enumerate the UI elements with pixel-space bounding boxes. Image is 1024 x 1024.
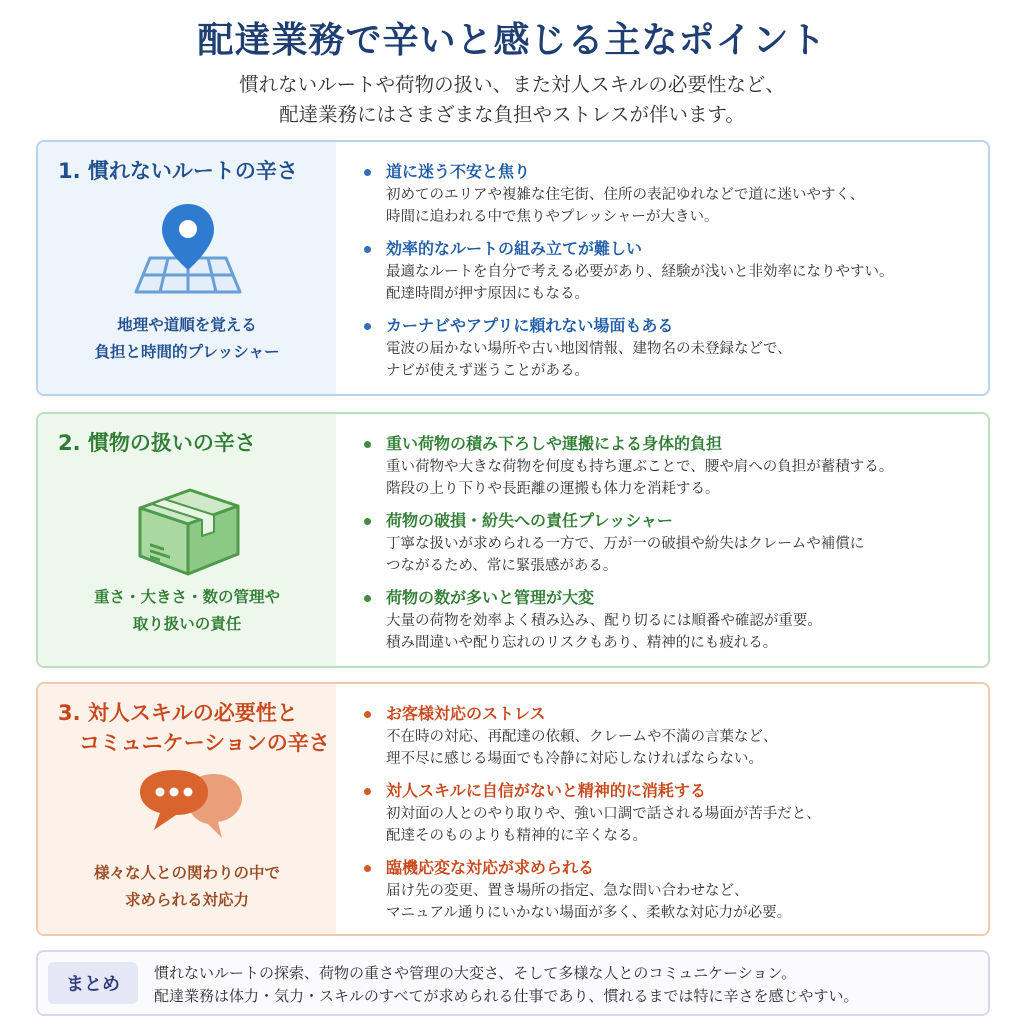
- item-heading: 効率的なルートの組み立てが難しい: [386, 239, 643, 258]
- item-body: [386, 610, 982, 654]
- section-title-line: 1. 慣れないルートの辛さ: [58, 159, 298, 183]
- section-caption: [38, 312, 336, 366]
- section-communication: [36, 682, 990, 936]
- summary-text: [154, 962, 859, 1008]
- list-item: [362, 586, 982, 654]
- list-item: [362, 237, 982, 305]
- list-item: [362, 314, 982, 382]
- section-title-line: 2. 慣物の扱いの辛さ: [58, 431, 256, 455]
- summary-line: 慣れないルートの探索、荷物の重さや管理の大変さ、そして多様な人とのコミュニケーション。: [154, 964, 797, 982]
- summary-line: 配達業務は体力・気力・スキルのすべてが求められる仕事であり、慣れるまでは特に辛さを感じやすい。: [154, 987, 859, 1005]
- item-body-line: 階段の上り下りや長距離の運搬も体力を消耗する。: [386, 481, 720, 497]
- section-route: [36, 140, 990, 396]
- page-title: 配達業務で辛いと感じる主なポイント: [197, 20, 827, 61]
- page-subtitle: [0, 70, 1024, 130]
- caption-line: 負担と時間的プレッシャー: [94, 343, 280, 361]
- caption-line: 求められる対応力: [124, 891, 249, 909]
- section-title-line: コミュニケーションの辛さ: [58, 731, 330, 755]
- item-body-line: 丁寧な扱いが求められる一方で、万が一の破損や紛失はクレームや補償に: [386, 536, 865, 552]
- item-body-line: 不在時の対応、再配達の依頼、クレームや不満の言葉など、: [386, 729, 778, 745]
- list-item: [362, 779, 982, 847]
- section-communication-panel: [38, 684, 336, 934]
- item-body-line: 配達そのものよりも精神的に辛くなる。: [386, 828, 647, 844]
- item-body: [386, 880, 982, 924]
- section-package: [36, 412, 990, 668]
- item-heading: カーナビやアプリに頼れない場面もある: [386, 316, 674, 335]
- item-body: [386, 726, 982, 770]
- section-caption: [38, 584, 336, 638]
- map-pin-icon: [132, 200, 244, 296]
- summary-box: [36, 950, 990, 1016]
- item-body-line: 積み間違いや配り忘れのリスクもあり、精神的にも疲れる。: [386, 635, 778, 651]
- item-body: [386, 533, 982, 577]
- item-heading: 荷物の数が多いと管理が大変: [386, 588, 595, 607]
- chat-bubbles-icon: [136, 768, 248, 852]
- item-body-line: 初めてのエリアや複雑な住宅街、住所の表記ゆれなどで道に迷いやすく、: [386, 187, 865, 203]
- item-body-line: 大量の荷物を効率よく積み込み、配り切るには順番や確認が重要。: [386, 613, 822, 629]
- item-body-line: 配達時間が押す原因にもなる。: [386, 286, 589, 302]
- list-item: [362, 702, 982, 770]
- caption-line: 地理や道順を覚える: [117, 316, 257, 334]
- caption-line: 取り扱いの責任: [132, 615, 242, 633]
- item-heading: 荷物の破損・紛失への責任プレッシャー: [386, 511, 673, 530]
- item-body-line: 重い荷物や大きな荷物を何度も持ち運ぶことで、腰や肩への負担が蓄積する。: [386, 459, 894, 475]
- point-list: [362, 160, 982, 391]
- item-body-line: 理不尽に感じる場面でも冷静に対応しなければならない。: [386, 751, 763, 767]
- point-list: [362, 702, 982, 933]
- item-body: [386, 338, 982, 382]
- list-item: [362, 509, 982, 577]
- item-body-line: 届け先の変更、置き場所の指定、急な問い合わせなど、: [386, 883, 749, 899]
- list-item: [362, 432, 982, 500]
- section-package-panel: [38, 414, 336, 666]
- item-heading: 臨機応変な対応が求められる: [386, 858, 595, 877]
- item-body-line: つながるため、常に緊張感がある。: [386, 558, 618, 574]
- caption-line: 様々な人との関わりの中で: [93, 864, 280, 882]
- item-heading: お客様対応のストレス: [386, 704, 546, 723]
- item-body: [386, 803, 982, 847]
- item-body-line: マニュアル通りにいかない場面が多く、柔軟な対応力が必要。: [386, 905, 792, 921]
- section-route-panel: [38, 142, 336, 394]
- section-title: [58, 428, 256, 458]
- list-item: [362, 856, 982, 924]
- item-body-line: 電波の届かない場所や古い地図情報、建物名の未登録などで、: [386, 341, 792, 357]
- item-body: [386, 456, 982, 500]
- subtitle-line: 慣れないルートや荷物の扱い、また対人スキルの必要性など、: [239, 73, 785, 96]
- item-body-line: 時間に追われる中で焦りやプレッシャーが大きい。: [386, 209, 719, 225]
- subtitle-line: 配達業務にはさまざまな負担やストレスが伴います。: [279, 103, 745, 126]
- item-body-line: 最適なルートを自分で考える必要があり、経験が浅いと非効率になりやすい。: [386, 264, 894, 280]
- point-list: [362, 432, 982, 663]
- section-title: [58, 698, 330, 758]
- item-heading: 重い荷物の積み下ろしや運搬による身体的負担: [386, 434, 723, 453]
- list-item: [362, 160, 982, 228]
- summary-label: まとめ: [48, 962, 138, 1004]
- item-body-line: 初対面の人とのやり取りや、強い口調で話される場面が苦手だと、: [386, 806, 821, 822]
- caption-line: 重さ・大きさ・数の管理や: [93, 588, 280, 606]
- package-box-icon: [134, 482, 244, 578]
- item-body: [386, 184, 982, 228]
- section-caption: [38, 860, 336, 914]
- section-title: [58, 156, 298, 186]
- item-body: [386, 261, 982, 305]
- item-heading: 道に迷う不安と焦り: [386, 162, 531, 181]
- item-heading: 対人スキルに自信がないと精神的に消耗する: [386, 781, 706, 800]
- section-title-line: 3. 対人スキルの必要性と: [58, 701, 298, 725]
- item-body-line: ナビが使えず迷うことがある。: [386, 363, 589, 379]
